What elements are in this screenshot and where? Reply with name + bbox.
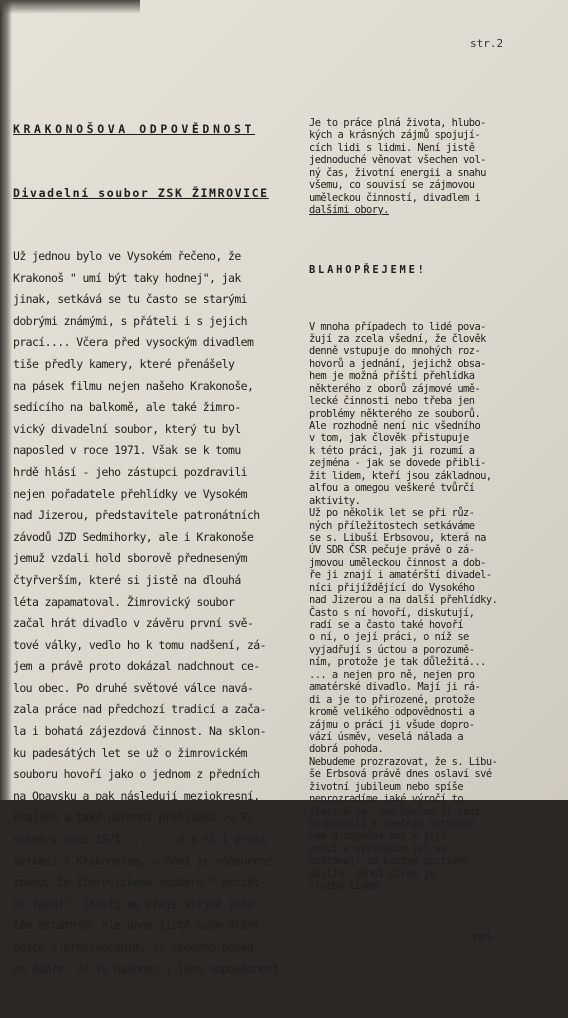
text-line-content: začal hrát divadlo v závěru první svě- <box>13 616 254 631</box>
text-line <box>309 694 561 706</box>
text-line <box>309 358 561 370</box>
text-line <box>13 721 305 743</box>
text-line-content: na Opavsku a pak následují meziokresní, <box>13 788 260 803</box>
text-line <box>309 420 561 432</box>
text-line-content: uměleckou činností, divadlem i <box>309 191 481 204</box>
text-line <box>13 397 305 419</box>
text-line <box>309 806 561 818</box>
text-line-content: amatérské divadlo. Mají ji rá- <box>309 681 481 694</box>
text-line-content: kých a krásných zájmů spojují- <box>309 129 481 142</box>
text-line-content: k této práci, jak ji rozumí a <box>309 444 475 457</box>
text-line <box>309 868 561 880</box>
text-line-content: sokém v roce 1971 ....... a s ní i první <box>13 832 266 847</box>
text-line <box>13 829 305 851</box>
text-line-content: krajské a také národní přehlídka ve Vy- <box>13 810 260 825</box>
text-line <box>13 548 305 570</box>
text-line-content: jmovou uměleckou činnost a dob- <box>309 556 486 569</box>
text-line-content: lecké činnosti nebo třeba jen <box>309 395 475 408</box>
text-line <box>13 527 305 549</box>
text-line-content: žit lidem, kteří jsou základnou, <box>309 469 492 482</box>
text-line-content: jinak, setkává se tu často se starými <box>13 292 247 307</box>
text-line-content: alfou a omegou veškeré tvůrčí <box>309 482 475 495</box>
text-line-content: Ale rozhodně není nic všedního <box>309 420 481 432</box>
congratulations-body <box>309 321 561 893</box>
text-line-content: sedícího na balkomě, ale také žimro- <box>13 400 241 415</box>
text-line-content: hem je možná příští přehlídka <box>309 370 475 383</box>
text-line-content: jemuž vzdali hold sborově předneseným <box>13 551 247 566</box>
text-line <box>309 470 561 482</box>
text-line-content: známo, že žimrovickému souboru " nezišt- <box>13 875 266 890</box>
text-line-content: Často s ní hovoří, diskutují, <box>309 606 475 619</box>
text-line <box>309 830 561 842</box>
text-line <box>13 570 305 592</box>
text-line <box>13 376 305 398</box>
text-line <box>13 505 305 527</box>
text-line-content: dobrá pohoda. <box>309 743 384 756</box>
text-line-content: ním, protože je tak důležitá... <box>309 656 486 669</box>
text-line-content: ku padesátých let se už o žimrovickém <box>13 745 247 760</box>
text-line <box>13 699 305 721</box>
text-line <box>309 432 561 444</box>
left-column <box>13 78 305 1018</box>
text-line <box>309 154 561 166</box>
text-line <box>309 142 561 154</box>
text-line-content: tové války, vedlo ho k tomu nadšení, zá- <box>13 637 266 652</box>
text-line <box>13 915 305 937</box>
text-line-content: problémy některého ze souborů. <box>309 407 481 420</box>
signature: -red- <box>466 930 495 943</box>
text-line <box>13 613 305 635</box>
text-line <box>309 619 561 631</box>
scan-edge-shadow <box>0 0 12 800</box>
text-line <box>309 520 561 532</box>
text-line-content: kromě velikého odpovědnosti a <box>309 706 475 719</box>
text-line <box>309 532 561 544</box>
text-line-content: nejen pořadatele přehlídky ve Vysokém <box>13 486 247 501</box>
text-line <box>309 843 561 855</box>
text-line-content: souboru hovoří jako o jednom z předních <box>13 767 260 782</box>
text-line <box>13 332 305 354</box>
text-line <box>13 246 305 268</box>
text-line-content: všemu, co souvisí se zájmovou <box>309 179 475 192</box>
text-line <box>309 445 561 457</box>
text-line <box>13 743 305 765</box>
text-line <box>309 495 561 507</box>
text-line-content: těm ostatním, ale dnes jistě bude držet <box>13 918 260 933</box>
text-line-content: tiše předly kamery, které přenášely <box>13 356 235 371</box>
text-line <box>309 594 561 606</box>
text-line-content: níci přijíždějící do Vysokého <box>309 581 475 594</box>
text-line-content: neprozradíme jaké výročí to <box>309 793 464 806</box>
text-line <box>309 569 561 581</box>
text-line <box>13 937 305 959</box>
text-line <box>13 289 305 311</box>
scan-edge-shadow-top <box>0 0 140 14</box>
text-line-content: Už po několik let se při růz- <box>309 507 475 520</box>
text-line-content: ÚV SDR ČSR pečuje právě o zá- <box>309 544 475 557</box>
text-line <box>309 333 561 345</box>
text-line-content: vický divadelní soubor, který tu byl <box>13 421 241 436</box>
text-line-content: V mnoha případech to lidé pova- <box>309 320 486 333</box>
text-line <box>13 786 305 808</box>
text-line-content: žují za zcela všední, že člověk <box>309 332 486 345</box>
text-line-content: lou obec. Po druhé světové válce navá- <box>13 680 254 695</box>
text-line <box>309 743 561 755</box>
text-line-content: dobrými známými, s přáteli i s jejich <box>13 313 247 328</box>
text-line <box>309 179 561 191</box>
text-line <box>13 354 305 376</box>
text-line <box>13 959 305 981</box>
text-line-content: se s. Libuší Erbsovou, která na <box>309 531 486 544</box>
text-line-content: služba lidem. <box>309 880 384 893</box>
right-intro-paragraph <box>309 117 561 217</box>
text-line-content: ... a nejen pro ně, nejen pro <box>309 668 475 681</box>
text-line-content: životní jubileum nebo spíše <box>309 780 464 793</box>
text-line-content: hrdě hlásí - jeho zástupci pozdravili <box>13 464 247 479</box>
text-line-content: blahopřáli k dnešním narození- <box>309 818 481 830</box>
text-line <box>309 781 561 793</box>
text-line <box>13 268 305 290</box>
text-line-content: ně fandí". Štěstí mu přeje stejně jako <box>13 896 254 911</box>
text-line-content: denně vstupuje do mnohých roz- <box>309 345 481 358</box>
text-line <box>13 635 305 657</box>
text-line-content: zájmu o práci ji všude dopro- <box>309 718 475 731</box>
text-line-content: zala práce nad předchozí tradicí a zača- <box>13 702 266 717</box>
text-line <box>309 370 561 382</box>
text-line-content: vází úsměv, veselá nálada a <box>309 730 464 743</box>
text-line <box>309 345 561 357</box>
text-line-content: nad Jizerou a na další přehlídky. <box>309 594 498 607</box>
text-line-content: Je to práce plná života, hlubo- <box>309 117 486 129</box>
text-line-content: dostavují za každým poctivým <box>309 855 469 868</box>
text-line-content: aktivity. <box>309 494 361 507</box>
text-line-content: závodů JZD Sedmihorky, ale i Krakonoše <box>13 529 254 544</box>
text-line <box>13 807 305 829</box>
text-line <box>309 457 561 469</box>
text-line-content: léta zapamatoval. Žimrovický soubor <box>13 594 235 609</box>
congratulations-heading: BLAHOPŘEJEME! <box>309 263 427 276</box>
text-line <box>13 872 305 894</box>
text-line-content: čtyřverším, které si jistě na dlouhá <box>13 572 241 587</box>
text-line-content: ných příležitostech setkáváme <box>309 519 475 532</box>
text-line-content: o ní, o její práci, o níž se <box>309 631 469 644</box>
text-line-content: jednoduché věnovat všechen vol- <box>309 154 486 167</box>
text-line <box>309 544 561 556</box>
text-line <box>13 678 305 700</box>
left-article-body <box>13 246 305 980</box>
text-line <box>309 507 561 519</box>
text-line-content: vyjadřují s úctou a porozumě- <box>309 643 475 656</box>
text-line-content: palce s přesvědčením, že všechno dopad- <box>13 940 260 954</box>
text-line-content: úsilím, jehož cílem je <box>309 867 435 880</box>
text-line <box>309 793 561 805</box>
text-line <box>309 719 561 731</box>
text-line-content: še Erbsová právě dnes oslaví své <box>309 768 492 781</box>
text-line <box>13 440 305 462</box>
text-line <box>309 408 561 420</box>
text-line <box>309 706 561 718</box>
text-line-content: Nebudeme prozrazovat, že s. Libu- <box>309 755 498 768</box>
article-subtitle: Divadelní soubor ZSK ŽIMROVICE <box>13 186 269 200</box>
text-line <box>309 818 561 830</box>
text-line <box>309 395 561 407</box>
text-line-content: jem a právě proto dokázal nadchnout ce- <box>13 659 260 674</box>
text-line-content: prací.... Včera před vysockým divadlem <box>13 335 254 350</box>
text-line <box>309 644 561 656</box>
text-line-content: vlastně je. Jen bychom jí rádi <box>309 805 481 818</box>
text-line <box>309 669 561 681</box>
text-line-content: nad Jizerou, představitele patronátních <box>13 508 260 523</box>
text-line <box>309 321 561 333</box>
text-line <box>309 631 561 643</box>
text-line <box>309 607 561 619</box>
text-line-content: hovorů a jednání, jejichž obsa- <box>309 357 486 370</box>
text-line-content: ný čas, životní energii a snahu <box>309 166 486 179</box>
text-line <box>309 557 561 569</box>
text-line <box>13 311 305 333</box>
text-line <box>309 681 561 693</box>
text-line-content: setkání s Krakonošem, o němž je všeobecně <box>13 853 273 868</box>
text-line-content: naposled v roce 1971. Však se k tomu <box>13 443 241 458</box>
text-line <box>309 167 561 179</box>
text-line <box>309 768 561 780</box>
text-line-content: ne dobře. Je to nakonec i jeho odpovědnost. <box>13 961 285 976</box>
text-line <box>309 582 561 594</box>
text-line-content: Krakonoš " umí být taky hodnej", jak <box>13 270 241 285</box>
text-line <box>309 192 561 204</box>
text-line <box>13 656 305 678</box>
article-title: KRAKONOŠOVA ODPOVĚDNOST <box>13 122 256 136</box>
text-line <box>309 204 561 216</box>
text-line <box>309 756 561 768</box>
text-line-content: radí se a často také hovoří <box>309 619 464 631</box>
text-line <box>309 482 561 494</box>
text-line-content: v tom, jak člověk přistupuje <box>309 432 469 445</box>
text-line <box>309 656 561 668</box>
text-line <box>13 484 305 506</box>
text-line-content: ře ji znají i amatérští divadel- <box>309 569 492 582</box>
text-line <box>13 462 305 484</box>
text-line <box>309 880 561 892</box>
text-line <box>309 117 561 129</box>
text-line <box>13 419 305 441</box>
text-line-content: některého z oborů zájmové umě- <box>309 382 481 395</box>
text-line-content: di a je to přirozené, protože <box>309 693 475 706</box>
text-line <box>13 894 305 916</box>
text-line-content: na pásek filmu nejen našeho Krakonoše, <box>13 378 254 393</box>
text-line <box>13 764 305 786</box>
page-number: str.2 <box>470 37 504 50</box>
text-line <box>13 851 305 873</box>
text-line-content: zejména - jak se dovede přibli- <box>309 457 486 470</box>
text-line <box>309 383 561 395</box>
text-line-content: práci a výsledkům jež se <box>309 842 446 855</box>
right-column <box>309 79 561 981</box>
text-line-content: cích lidi s lidmi. Není jistě <box>309 141 475 154</box>
text-line <box>13 592 305 614</box>
text-line-content: dalšími obory. <box>309 204 389 217</box>
text-line <box>309 129 561 141</box>
text-line <box>309 731 561 743</box>
text-line-content: nám a zejména pak k její <box>309 830 446 843</box>
text-line-content: la i bohatá zájezdová činnost. Na sklon- <box>13 724 266 739</box>
text-line-content: Už jednou bylo ve Vysokém řečeno, že <box>13 249 241 263</box>
text-line <box>309 855 561 867</box>
